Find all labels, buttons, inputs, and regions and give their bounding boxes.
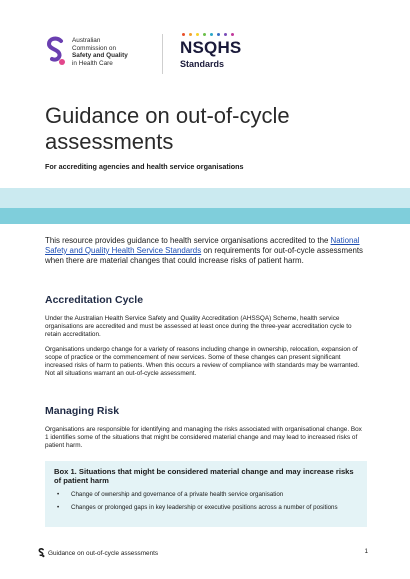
nsqhs-subtitle: Standards bbox=[180, 59, 225, 69]
intro-text-after: on requirements for out-of-cycle assessments when there are material changes that could increase risks of patient harm. bbox=[45, 245, 363, 265]
nsqhs-title: NSQHS bbox=[180, 38, 242, 57]
org-line4: in Health Care bbox=[72, 59, 113, 67]
nsqhs-logo bbox=[180, 33, 241, 69]
org-line1: Australian bbox=[72, 37, 101, 44]
nsqhs-standards-link[interactable]: National Safety and Quality Health Service Standards bbox=[45, 236, 360, 255]
nsqhs-dot bbox=[217, 33, 220, 36]
intro-text-before: This resource provides guidance to health service organisations accredited to the bbox=[45, 236, 331, 245]
nsqhs-dot bbox=[182, 33, 185, 36]
managing-risk-paragraph: Organisations are responsible for identifying and managing the risks associated with organisational change. Box 1 identifies some of the situations that might be considered material change and may lead to increased risks of patient harm. bbox=[45, 426, 362, 449]
box-1 bbox=[45, 461, 367, 527]
page-title: Guidance on out-of-cycle assessments bbox=[45, 103, 290, 154]
nsqhs-dot bbox=[210, 33, 213, 36]
nsqhs-dots bbox=[182, 33, 241, 36]
footer-label: Guidance on out-of-cycle assessments bbox=[48, 549, 159, 557]
page-footer bbox=[38, 548, 368, 558]
bullet-icon: • bbox=[57, 491, 60, 498]
intro-paragraph bbox=[45, 236, 367, 265]
accreditation-paragraph-1: Under the Australian Health Service Safety and Quality Accreditation (AHSSQA) Scheme, health service organisations are accredited and must be assessed at least once during the three-year accreditation cycle to retain accreditation. bbox=[45, 315, 352, 338]
nsqhs-dot bbox=[231, 33, 234, 36]
nsqhs-dot bbox=[224, 33, 227, 36]
acsqhc-logo bbox=[45, 36, 128, 68]
org-line2: Commission on bbox=[72, 44, 117, 52]
page-subtitle: For accrediting agencies and health service organisations bbox=[45, 162, 244, 171]
header-band-dark bbox=[0, 208, 410, 224]
box-1-bullet bbox=[57, 504, 357, 512]
org-line3: Safety and Quality bbox=[72, 52, 128, 60]
header-band-light bbox=[0, 188, 410, 208]
nsqhs-dot bbox=[203, 33, 206, 36]
accreditation-paragraph-2: Organisations undergo change for a variety of reasons including change in ownership, relocation, expansion of scope of practice or the commencement of new services. Some of these changes can present significant increased risks of harm to patients. When this occurs a review of compliance with standards may be warranted. Not all situations warrant an out-of-cycle assessment. bbox=[45, 346, 360, 377]
nsqhs-dot bbox=[189, 33, 192, 36]
nsqhs-dot bbox=[196, 33, 199, 36]
page-number: 1 bbox=[364, 548, 368, 555]
managing-risk-heading: Managing Risk bbox=[45, 405, 120, 417]
acsqhc-logo-text bbox=[72, 37, 128, 67]
box-1-title: Box 1. Situations that might be considered material change and may increase risks of patient harm bbox=[54, 467, 354, 486]
box-1-bullet bbox=[57, 491, 357, 499]
box-1-bullet-text: Changes or prolonged gaps in key leadership or executive positions across a number of positions bbox=[71, 504, 338, 511]
acsqhc-footer-icon bbox=[38, 548, 45, 558]
acsqhc-logo-icon bbox=[45, 36, 67, 68]
bullet-icon: • bbox=[57, 504, 60, 511]
box-1-bullet-text: Change of ownership and governance of a private health service organisation bbox=[71, 491, 284, 498]
accreditation-heading: Accreditation Cycle bbox=[45, 294, 144, 306]
logo-divider bbox=[162, 34, 163, 74]
